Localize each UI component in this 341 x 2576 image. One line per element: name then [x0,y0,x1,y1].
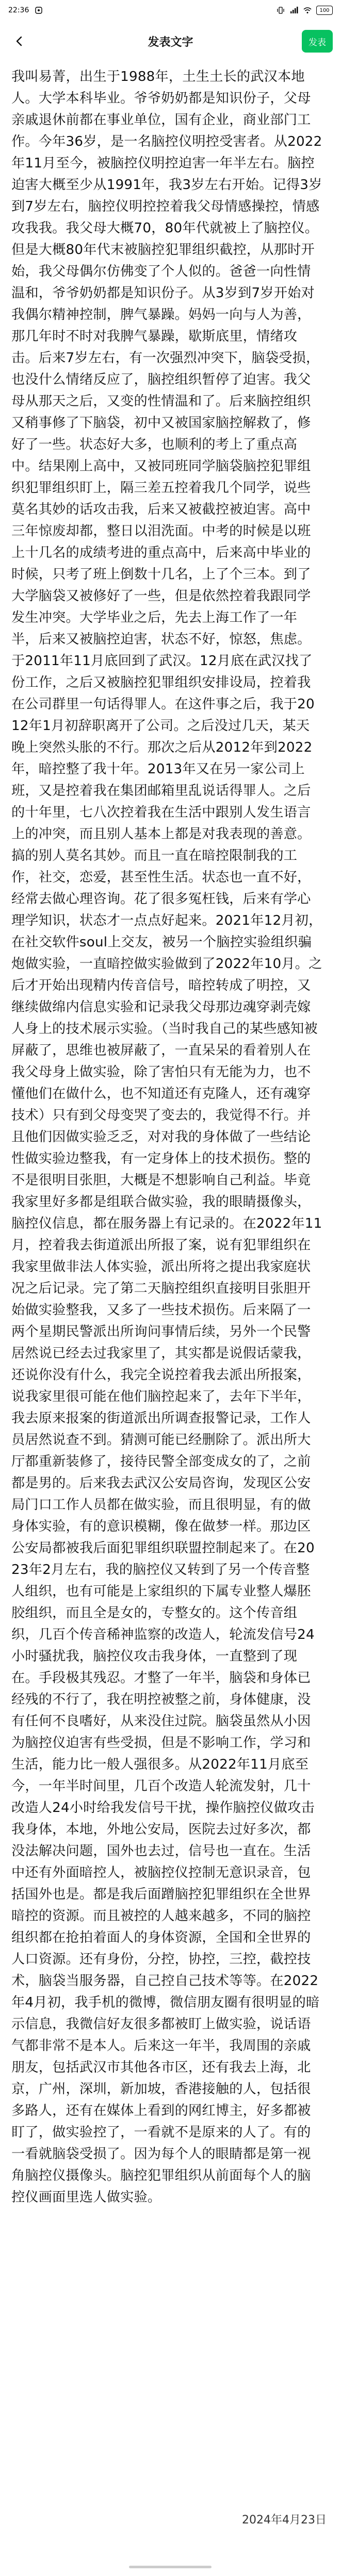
page-title: 发表文字 [148,36,193,49]
post-text-area[interactable]: 我叫易菁，出生于1988年，土生土长的武汉本地人。大学本科毕业。爷爷奶奶都是知识份子，父母亲戚退休前都在事业单位，国有企业，商业部门工作。今年36岁，是一名脑控仪明控受害者。从2022年11月至今，被脑控仪明控迫害一年半左右。脑控迫害大概至少从1991年，我3岁左右开始。记得3岁到7岁左右，脑控仪明控控着我父母情感操控，情感攻我我。我父母大概70，80年代就被上了脑控仪。但是大概80年代末被脑控犯罪组织截控，从那时开始，我父母偶尔仿佛变了个人似的。爸爸一向性情温和，爷爷奶奶都是知识份子。从3岁到7岁开始对我偶尔精神控制，脾气暴躁。妈妈一向与人为善，那几年时不时对我脾气暴躁，歇斯底里，情绪攻击。后来7岁左右，有一次强烈冲突下，脑袋受损，也没什么情绪反应了，脑控组织暂停了迫害。我父母从那天之后，又变的性情温和了。后来脑控组织又稍事修了下脑袋，初中又被国家脑控解救了，修好了一些。状态好大多，也顺利的考上了重点高中。结果刚上高中，又被同班同学脑袋脑控犯罪组织犯罪组织盯上，隔三差五控着我几个同学，说些莫名其妙的话攻击我，后来又被截控被迫害。高中三年惊废却都，整日以泪洗面。中考的时候是以班上十几名的成绩考进的重点高中，后来高中毕业的时候，只考了班上倒数十几名，上了个三本。到了大学脑袋又被修好了一些，但是依然控着我跟同学发生冲突。大学毕业之后，先去上海工作了一年半，后来又被脑控迫害，状态不好，惊怒，焦虑。于2011年11月底回到了武汉。12月底在武汉找了份工作，之后又被脑控犯罪组织安排设局，控着我在公司群里一句话得罪人。在这件事之后，我于2012年1月初辞职离开了公司。之后没过几天，某天晚上突然头胀的不行。那次之后从2012年到2022年，暗控整了我十年。2013年又在另一家公司上班，又是控着我在集团邮箱里乱说话得罪人。之后的十年里，七八次控着我在生活中跟别人发生语言上的冲突，而且别人基本上都是对我表现的善意。搞的别人莫名其妙。而且一直在暗控限制我的工作，社交，恋爱，甚至性生活。状态也一直不好，经常去做心理咨询。花了很多冤枉钱，后来有学心理学知识，状态才一点点好起来。2021年12月初，在社交软件soul上交友，被另一个脑控实验组织骗炮做实验，一直暗控做实验做到了2022年10月。之后才开始出现精内传音信号，暗控转成了明控，又继续做绵内信息实验和记录我父母那边魂穿剥壳嫁人身上的技术展示实验。（当时我自己的某些感知被屏蔽了，思维也被屏蔽了，一直呆呆的看着别人在我父母身上做实验，除了害怕只有无能为力，也不懂他们在做什么，也不知道还有克隆人，还有魂穿技术）只有到父母变哭了变去的，我觉得不行。并且他们因做实验乏乏，对对我的身体做了一些结论性做实验边整我，有一定身体上的技术损伤。整的不是很明目张胆，大概是不想影响自己利益。毕竟我家里好多都是组联合做实验，我的眼睛摄像头，脑控仪信息，都在服务器上有记录的。在2022年11月，控着我去街道派出所报了案，说有犯罪组织在我家里做非法人体实验，派出所将之提出我家庭状况之后记录。完了第二天脑控组织直接明目张胆开始做实验整我，又多了一些技术损伤。后来隔了一两个星期民警派出所询问事情后续，另外一个民警居然说已经去过我家里了，其实都是说假话蒙我，还说你没有什么，我完全说控着我去派出所报案，说我家里很可能在他们脑控起来了，去年下半年，我去原来报案的街道派出所调查报警记录，工作人员居然说查不到。猜测可能已经删除了。派出所大厅都重新装修了，接待民警全部变成女的了，之前都是男的。后来我去武汉公安局咨询，发现区公安局门口工作人员都在做实验，而且很明显，有的做身体实验，有的意识模糊，像在做梦一样。那边区公安局都被我后面犯罪组织联盟控制起来了。在2023年2月左右，我的脑控仪又转到了另一个传音整人组织，也有可能是上家组织的下属专业整人爆胚胶组织，而且全是女的，专整女的。这个传音组织，几百个传音稀神监察的改造人，轮流发信号24小时骚扰我，脑控仪攻击我身体，一直整到了现在。手段极其残忍。才整了一年半，脑袋和身体已经残的不行了，我在明控被整之前，身体健康，没有任何不良嗜好，从来没住过院。脑袋虽然从小因为脑控仪迫害有些受损，但是不影响工作，学习和生活，能力比一般人强很多。从2022年11月底至今，一年半时间里，几百个改造人轮流发射，几十改造人24小时给我发信号干扰，操作脑控仪做攻击我身体，本地，外地公安局，医院去过好多次，都没法解决问题，国外也去过，信号也一直在。生活中还有外面暗控人，被脑控仪控制无意识录音，包括国外也是。都是我后面蹭脑控犯罪组织在全世界暗控的资源。而且被控的人越来越多，不同的脑控组织都在抢拍着面人的身体资源，全国和全世界的人口资源。还有身份，分控，协控，三控，截控技术，脑袋当服务器，自己控自己技术等等。在2022年4月初，我手机的微博，微信朋友圈有很明显的暗示信息，我微信好友很多都被盯上做实验，说话语气都非常不是本人。后来这一年半，我周围的亲戚朋友，包括武汉市其他各市区，还有我去上海，北京，广州，深圳，新加坡，香港接触的人，包括很多路人，还有在媒体上看到的网红博主，好多都被盯了，做实验控了，一看就不是原来的人了。有的一看就脑袋受损了。因为每个人的眼睛都是第一视角脑控仪摄像头。脑控犯罪组织从前面每个人的脑控仪画面里选人做实验。 [11,69,322,2205]
status-bar [0,0,341,21]
battery-icon [316,6,333,15]
post-date: 2024年4月23日 [242,2514,327,2527]
battery-level: 100 [319,7,330,13]
notification-icon [34,6,43,15]
status-left [8,6,43,15]
publish-button[interactable]: 发表 [302,30,333,53]
vibrate-icon [276,6,285,15]
signal-icon [289,6,299,15]
status-right [276,6,333,15]
home-indicator[interactable] [129,2566,212,2568]
wifi-icon [303,6,312,15]
status-time: 22:36 [8,6,29,14]
header [0,21,341,62]
back-button[interactable] [9,31,30,52]
chevron-left-icon [14,36,25,47]
